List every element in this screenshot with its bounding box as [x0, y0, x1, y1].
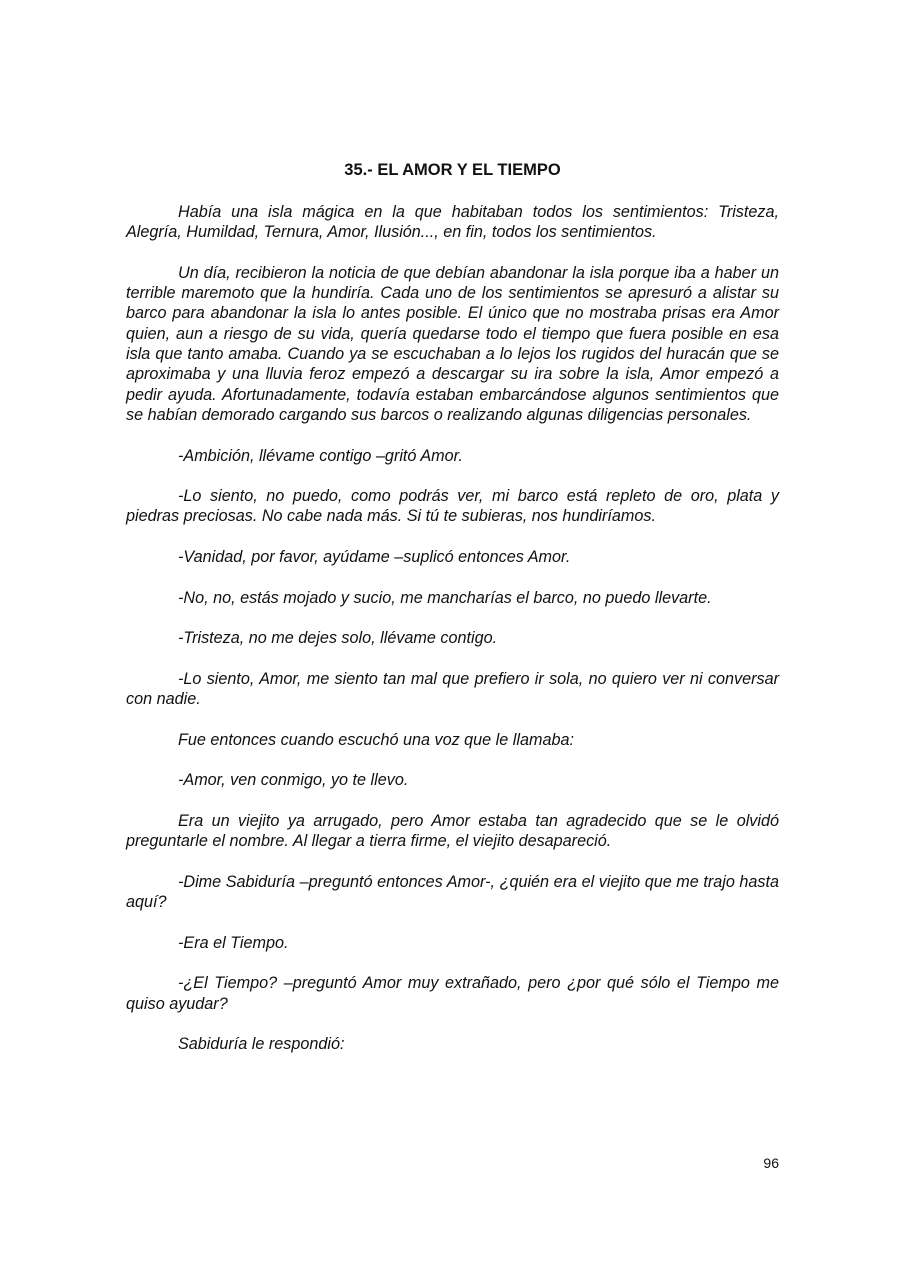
paragraph-7: -Tristeza, no me dejes solo, llévame contigo. — [178, 629, 498, 648]
story-body — [126, 202, 779, 1075]
paragraph-12: -Dime Sabiduría –preguntó entonces Amor-, ¿quién era el viejito que me trajo hasta aquí? — [126, 872, 779, 912]
paragraph-13: -Era el Tiempo. — [178, 933, 289, 952]
paragraph-4: -Lo siento, no puedo, como podrás ver, mi barco está repleto de oro, plata y piedras preciosas. No cabe nada más. Si tú te subieras, nos hundiríamos. — [126, 487, 779, 526]
paragraph-2: Un día, recibieron la noticia de que debían abandonar la isla porque iba a haber un terrible maremoto que la hundiría. Cada uno de los sentimientos se apresuró a alistar su barco para abandonar la isla lo antes posible. El único que no mostraba prisas era Amor quien, aun a riesgo de su vida, quería quedarse todo el tiempo que fuera posible en esa isla que tanto amaba. Cuando ya se escuchaban a lo lejos los rugidos del huracán que se aproximaba y una lluvia feroz empezó a descargar su ira sobre la isla, Amor empezó a pedir ayuda. Afortunadamente, todavía estaban embarcándose algunos sentimientos que se habían demorado cargando sus barcos o realizando algunas diligencias personales. — [126, 263, 779, 424]
page-number: 96 — [763, 1155, 779, 1171]
paragraph-5: -Vanidad, por favor, ayúdame –suplicó entonces Amor. — [178, 548, 571, 567]
paragraph-6: -No, no, estás mojado y sucio, me mancharías el barco, no puedo llevarte. — [178, 588, 712, 607]
paragraph-15: Sabiduría le respondió: — [178, 1035, 345, 1054]
paragraph-10: -Amor, ven conmigo, yo te llevo. — [178, 771, 409, 790]
paragraph-1: Había una isla mágica en la que habitaban todos los sentimientos: Tristeza, Alegría, Humildad, Ternura, Amor, Ilusión..., en fin, todos los sentimientos. — [126, 203, 779, 242]
paragraph-9: Fue entonces cuando escuchó una voz que le llamaba: — [178, 730, 574, 749]
chapter-title: 35.- EL AMOR Y EL TIEMPO — [344, 161, 561, 179]
paragraph-14: -¿El Tiempo? –preguntó Amor muy extrañado, pero ¿por qué sólo el Tiempo me quiso ayudar? — [126, 974, 779, 1013]
paragraph-11: Era un viejito ya arrugado, pero Amor estaba tan agradecido que se le olvidó preguntarle el nombre. Al llegar a tierra firme, el viejito desapareció. — [126, 811, 779, 851]
paragraph-3: -Ambición, llévame contigo –gritó Amor. — [178, 446, 463, 465]
paragraph-8: -Lo siento, Amor, me siento tan mal que prefiero ir sola, no quiero ver ni conversar con nadie. — [126, 669, 779, 709]
